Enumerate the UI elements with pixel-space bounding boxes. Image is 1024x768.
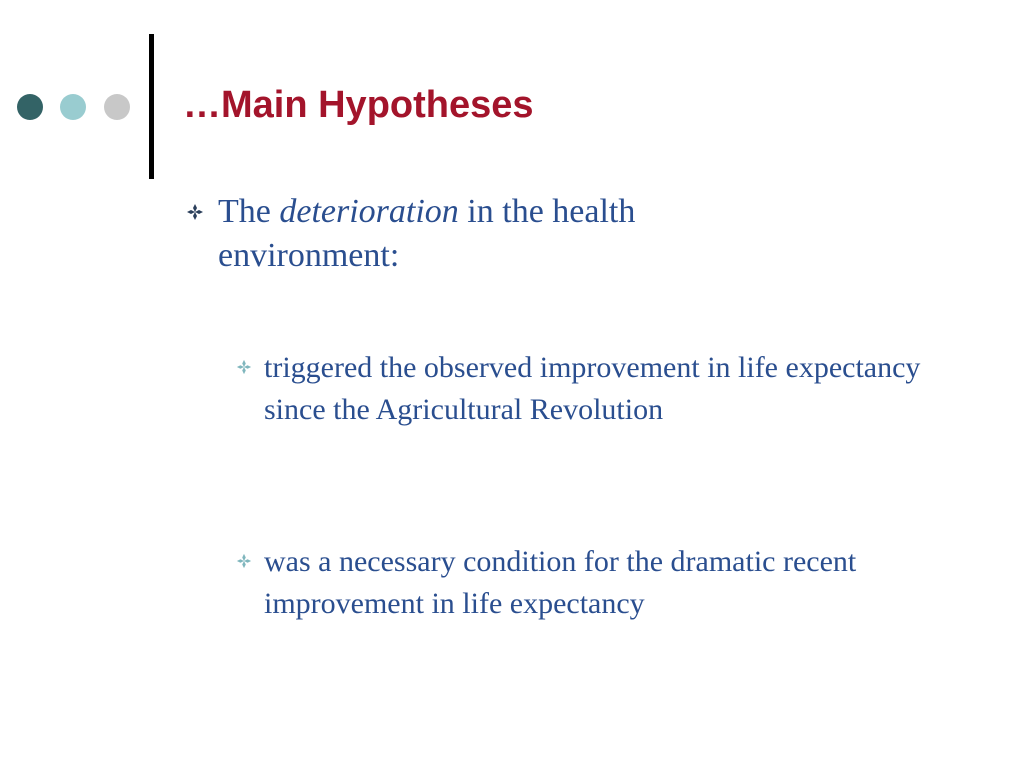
bullet-level2: triggered the observed improvement in life expectancy since the Agricultural Revolution [264, 351, 921, 426]
diamond-bullet-icon [236, 553, 252, 569]
bullet-level2: was a necessary condition for the dramatic recent improvement in life expectancy [264, 545, 857, 620]
bullet-text-start: The [218, 193, 280, 230]
slide-title: …Main Hypotheses [183, 84, 534, 126]
bullet-text-emphasis: deterioration [279, 193, 459, 230]
decorative-dot-light [104, 94, 130, 120]
diamond-bullet-icon [186, 203, 204, 221]
decorative-dot-mid [60, 94, 86, 120]
bullet-text-end: in the health environment: [218, 193, 636, 274]
bullet-level1 [218, 190, 818, 278]
decorative-dot-dark [17, 94, 43, 120]
diamond-bullet-icon [236, 359, 252, 375]
title-divider [149, 34, 154, 179]
